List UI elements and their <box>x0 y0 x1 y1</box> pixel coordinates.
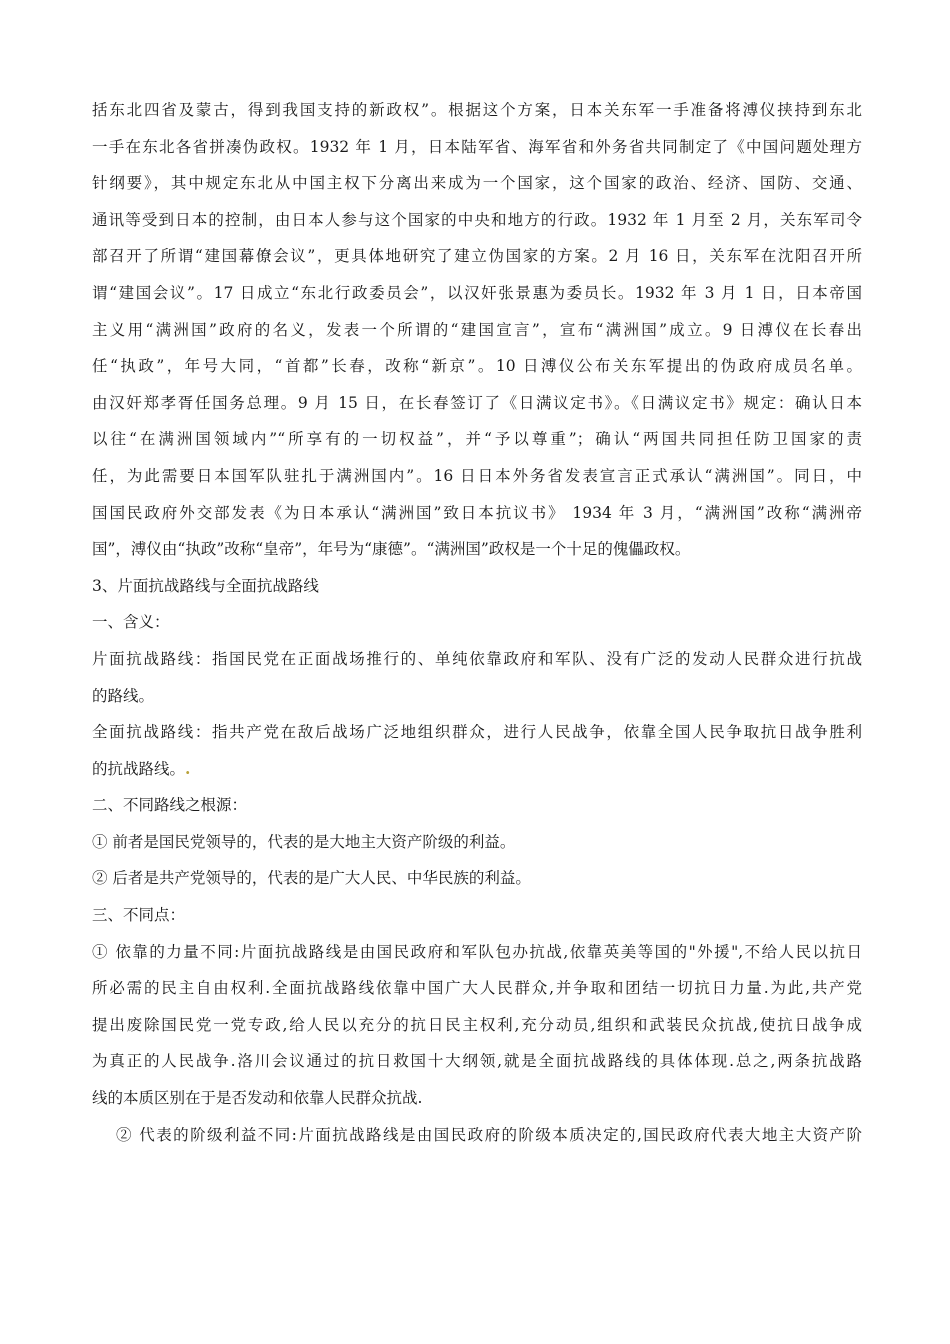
difference-line: ① 依靠的力量不同:片面抗战路线是由国民政府和军队包办抗战,依靠英美等国的"外援",不给人民以抗日 <box>92 942 862 961</box>
subheading-roots: 二、不同路线之根源： <box>92 796 248 815</box>
paragraph-line: 一手在东北各省拼凑伪政权。1932 年 1 月，日本陆军省、海军省和外务省共同制定了《中国问题处理方 <box>92 137 862 156</box>
definition-total-line <box>92 751 862 788</box>
difference-line: 线的本质区别在于是否发动和依靠人民群众抗战. <box>92 1089 423 1108</box>
paragraph-line: 通讯等受到日本的控制，由日本人参与这个国家的中央和地方的行政。1932 年 1 月至 2 月，关东军司令 <box>92 210 862 229</box>
definition-total-text: 的抗战路线。 <box>92 759 186 778</box>
definition-total-line: 全面抗战路线：指共产党在敌后战场广泛地组织群众，进行人民战争，依靠全国人民争取抗日战争胜利 <box>92 723 862 742</box>
paragraph-line: 任，为此需要日本国军队驻扎于满洲国内”。16 日日本外务省发表宣言正式承认“满洲国”。同日，中 <box>92 466 862 485</box>
paragraph-line: 国”，溥仪由“执政”改称“皇帝”，年号为“康德”。“满洲国”政权是一个十足的傀儡政权。 <box>92 540 691 559</box>
section-title: 3、片面抗战路线与全面抗战路线 <box>92 576 319 595</box>
paragraph-line: 任“执政”，年号大同，“首都”长春，改称“新京”。10 日溥仪公布关东军提出的伪政府成员名单。 <box>92 357 862 376</box>
definition-partial-line: 的路线。 <box>92 686 155 705</box>
paragraph-line: 由汉奸郑孝胥任国务总理。9 月 15 日，在长春签订了《日满议定书》。《日满议定书》规定：确认日本 <box>92 393 862 412</box>
paragraph-line: 主义用“满洲国”政府的名义，发表一个所谓的“建国宣言”，宣布“满洲国”成立。9 日溥仪在长春出 <box>92 320 862 339</box>
root-item: ② 后者是共产党领导的，代表的是广大人民、中华民族的利益。 <box>92 869 531 888</box>
subheading-differences: 三、不同点： <box>92 906 186 925</box>
highlight-mark: . <box>185 758 191 778</box>
root-item: ① 前者是国民党领导的，代表的是大地主大资产阶级的利益。 <box>92 832 516 851</box>
paragraph-line: 以往“在满洲国领域内”“所享有的一切权益”，并“予以尊重”；确认“两国共同担任防卫国家的责 <box>92 430 862 449</box>
paragraph-line: 括东北四省及蒙古，得到我国支持的新政权”。根据这个方案，日本关东军一手准备将溥仪挟持到东北 <box>92 101 862 119</box>
subheading-meaning: 一、含义： <box>92 613 170 632</box>
paragraph-line: 谓“建国会议”。17 日成立“东北行政委员会”，以汉奸张景惠为委员长。1932 年 3 月 1 日，日本帝国 <box>92 283 862 302</box>
difference-line: ② 代表的阶级利益不同:片面抗战路线是由国民政府的阶级本质决定的,国民政府代表大地主大资产阶 <box>116 1125 862 1144</box>
paragraph-line: 部召开了所谓“建国幕僚会议”，更具体地研究了建立伪国家的方案。2 月 16 日，关东军在沈阳召开所 <box>92 247 862 266</box>
difference-line: 提出废除国民党一党专政,给人民以充分的抗日民主权利,充分动员,组织和武装民众抗战,使抗日战争成 <box>92 1015 862 1034</box>
definition-partial-line: 片面抗战路线：指国民党在正面战场推行的、单纯依靠政府和军队、没有广泛的发动人民群众进行抗战 <box>92 649 862 668</box>
paragraph-line: 针纲要》，其中规定东北从中国主权下分离出来成为一个国家，这个国家的政治、经济、国防、交通、 <box>92 174 862 193</box>
document-body <box>92 92 862 1153</box>
difference-line: 所必需的民主自由权利.全面抗战路线依靠中国广大人民群众,并争取和团结一切抗日力量.为此,共产党 <box>92 979 862 998</box>
paragraph-line: 国国民政府外交部发表《为日本承认“满洲国”致日本抗议书》 1934 年 3 月，“满洲国”改称“满洲帝 <box>92 503 862 522</box>
difference-line: 为真正的人民战争.洛川会议通过的抗日救国十大纲领,就是全面抗战路线的具体体现.总之,两条抗战路 <box>92 1052 862 1071</box>
